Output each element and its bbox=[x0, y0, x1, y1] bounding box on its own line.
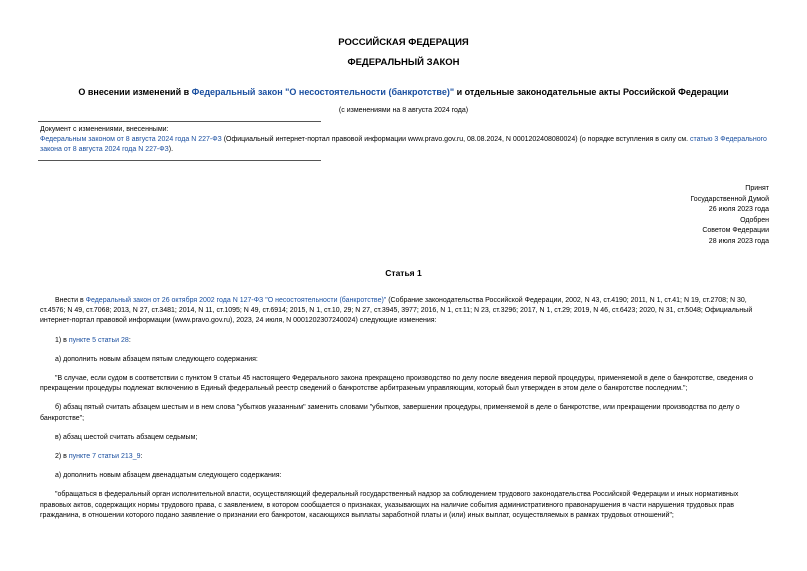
item-2-a: а) дополнить новым абзацем двенадцатым следующего содержания: bbox=[55, 472, 282, 480]
law-title-link[interactable]: Федеральный закон "О несостоятельности (банкротстве)" bbox=[191, 87, 455, 97]
accepted-label: Принят bbox=[745, 185, 769, 192]
item-1-prefix: 1) в bbox=[55, 336, 69, 344]
item-2-quote: "обращаться в федеральный орган исполнительной власти, осуществляющий федеральный государственный надзор за соблюдением трудового законодательства Российской Федерации и иных нормативных правовых актов, содержащих нормы трудового права, с заявлением, в котором сообщается о признаках, указывающих на наличие события административного правонарушения в части нарушения трудовых прав гражданина, в отношении которого подано заявление о признании его банкротом, касающихся выплаты заработной платы и (или) иных выплат, осуществляемых в рамках трудовых отношений"; bbox=[40, 491, 739, 519]
item-1-quote: "В случае, если судом в соответствии с пунктом 9 статьи 45 настоящего Федерального закона прекращено производство по делу после введения первой процедуры, применяемой в деле о банкротстве, сведения о прекращении процедуры подлежат включению в Единый федеральный реестр сведений о банкротстве арбитражным управляющим, который был утвержден в этом деле о банкротстве последним."; bbox=[40, 375, 754, 393]
amendment-link-2[interactable]: статью 3 Федерального закона от 8 августа 2024 года N 227-ФЗ bbox=[40, 136, 767, 153]
accepted-by: Государственной Думой bbox=[690, 195, 769, 203]
item-1-suffix: : bbox=[128, 336, 131, 344]
item-2-link[interactable]: пункте 7 статьи 213_9 bbox=[68, 453, 141, 461]
approved-date: 28 июля 2023 года bbox=[708, 237, 769, 245]
law-title bbox=[0, 87, 807, 97]
item-1 bbox=[40, 336, 771, 346]
amendment-text-1: (Официальный интернет-портал правовой информации www.pravo.gov.ru, 08.08.2024, N 0001202408080024) (о порядке вступления в силу см. bbox=[221, 136, 691, 143]
item-1-v: в) абзац шестой считать абзацем седьмым; bbox=[55, 433, 198, 441]
item-1-b: б) абзац пятый считать абзацем шестым и в нем слова "убытков указанным" заменить словами "убытков, завершении процедуры, применяемой в деле о банкротстве, или прекращении производства по делу о банкротстве"; bbox=[40, 404, 740, 422]
item-2-prefix: 2) в bbox=[55, 453, 69, 461]
intro-text: (Собрание законодательства Российской Федерации, 2002, N 43, ст.4190; 2011, N 1, ст.41; N 19, ст.2708; N 30, ст.4576; N 49, ст.7068; 2013, N 27, ст.3481; 2014, N 11, ст.1095; N 49, ст.6914; 2015, N 1, ст.10, 29; N 27, ст.3945, 3977; 2016, N 1, ст.11; N 23, ст.3296; 2017, N 1, ст.29; 2019, N 46, ст.6423; 2020, N 31, ст.5048; Официальный интернет-портал правовой информации (www.pravo.gov.ru), 2023, 24 июля, N 0001202307240024) следующие изменения: bbox=[40, 297, 753, 325]
amendment-text-2: ). bbox=[168, 146, 174, 153]
doc-type-heading: ФЕДЕРАЛЬНЫЙ ЗАКОН bbox=[347, 57, 460, 68]
item-2-suffix: : bbox=[140, 453, 143, 461]
approved-by: Советом Федерации bbox=[702, 227, 769, 234]
article-title: Статья 1 bbox=[385, 268, 422, 278]
law-title-prefix: О внесении изменений в bbox=[78, 87, 192, 97]
adoption-block bbox=[569, 184, 769, 247]
article-body bbox=[40, 296, 771, 530]
amendment-link-1[interactable]: Федеральным законом от 8 августа 2024 года N 227-ФЗ bbox=[40, 136, 222, 143]
item-2 bbox=[40, 452, 771, 462]
country-heading: РОССИЙСКАЯ ФЕДЕРАЦИЯ bbox=[338, 37, 469, 48]
item-1-link[interactable]: пункте 5 статьи 28 bbox=[68, 336, 129, 344]
approved-label: Одобрен bbox=[740, 216, 769, 224]
amendments-bottom-rule bbox=[38, 160, 321, 161]
article-intro bbox=[40, 296, 771, 327]
intro-prefix: Внести в bbox=[55, 297, 86, 304]
intro-law-link[interactable]: Федеральный закон от 26 октября 2002 года N 127-ФЗ "О несостоятельности (банкротстве)" bbox=[85, 297, 387, 304]
revision-note: (с изменениями на 8 августа 2024 года) bbox=[338, 107, 469, 114]
amendments-details bbox=[40, 135, 770, 155]
law-title-suffix: и отдельные законодательные акты Российской Федерации bbox=[454, 87, 729, 97]
amendments-block bbox=[40, 125, 770, 155]
amendments-intro: Документ с изменениями, внесенными: bbox=[40, 126, 169, 133]
item-1-a: а) дополнить новым абзацем пятым следующего содержания: bbox=[55, 355, 258, 363]
amendments-top-rule bbox=[38, 121, 321, 122]
accepted-date: 26 июля 2023 года bbox=[708, 206, 769, 213]
